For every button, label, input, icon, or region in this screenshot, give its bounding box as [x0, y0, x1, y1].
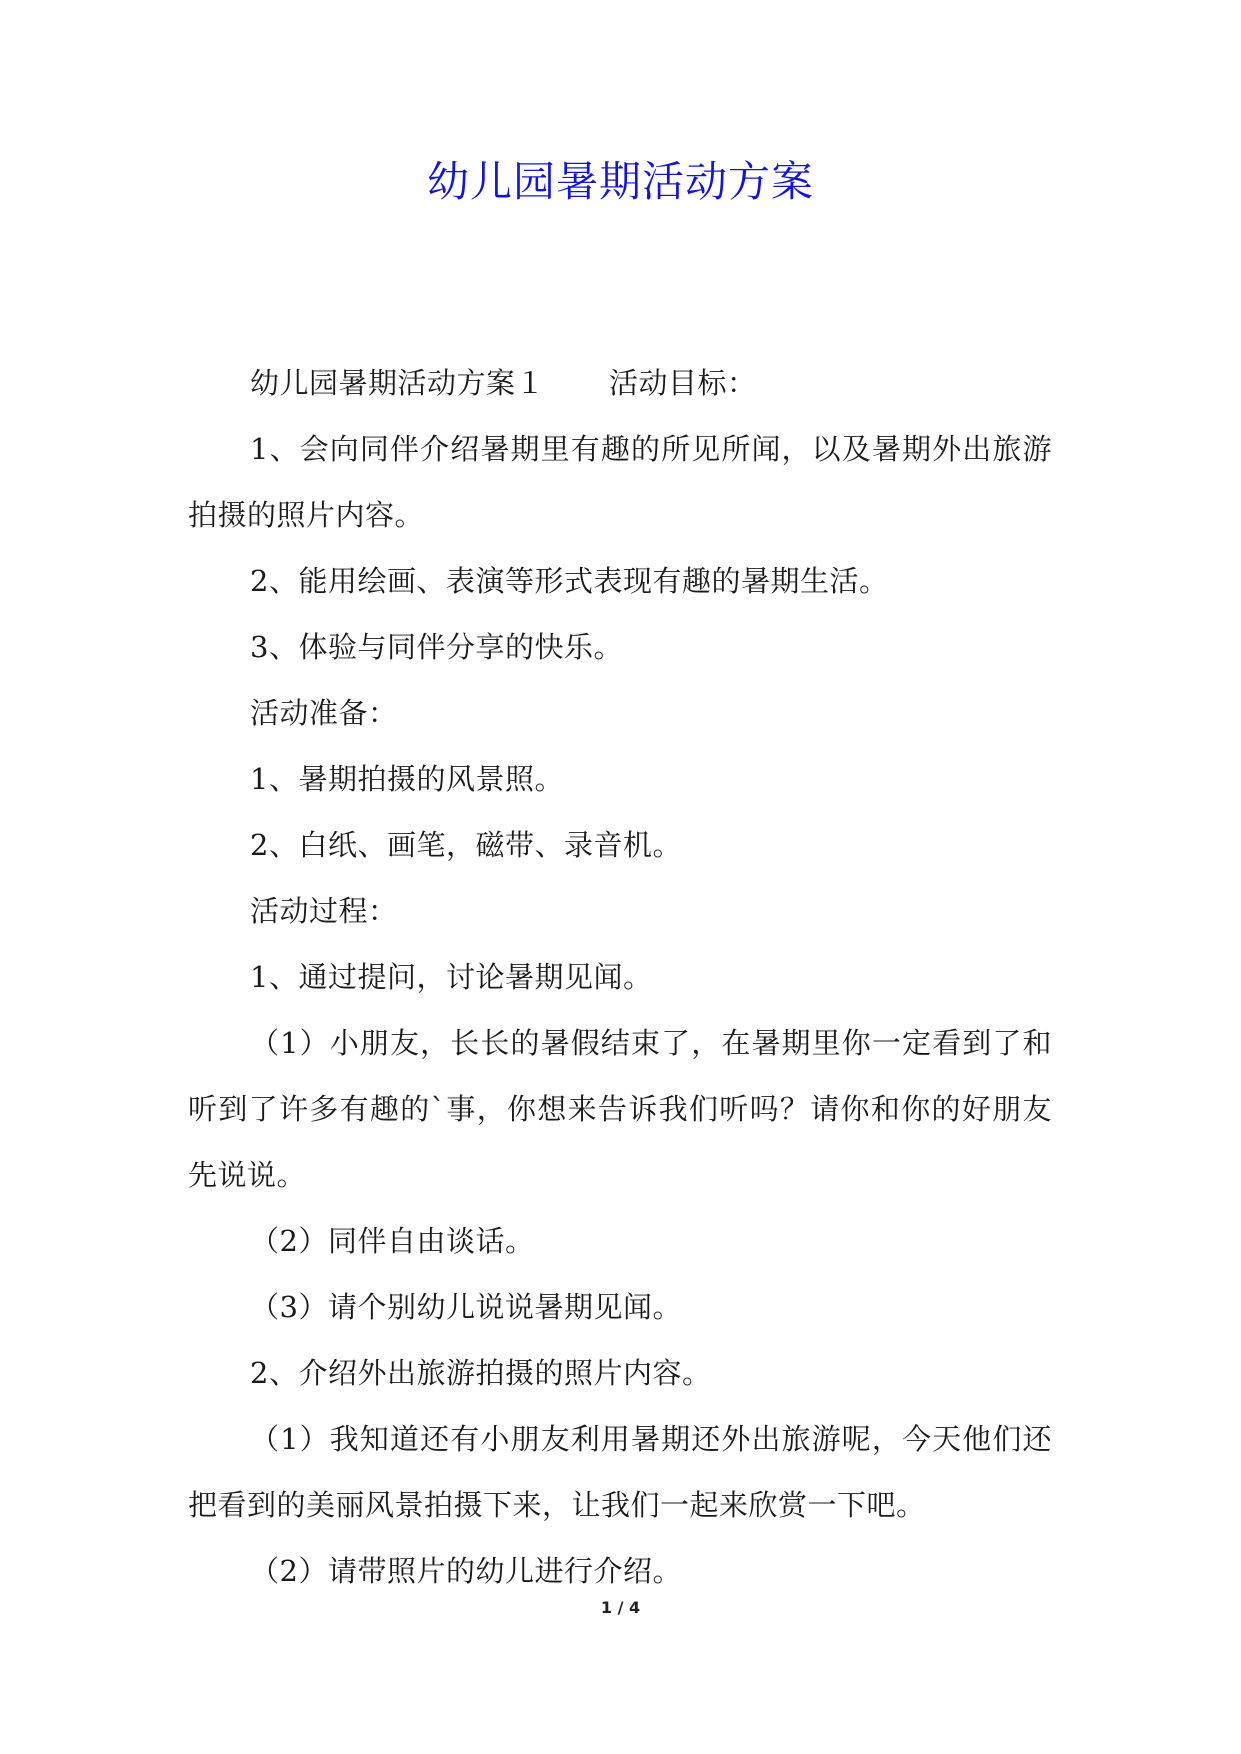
section-heading: 活动准备：: [250, 696, 398, 730]
paragraph: 2、能用绘画、表演等形式表现有趣的暑期生活。: [250, 564, 889, 598]
paragraph: 2、白纸、画笔，磁带、录音机。: [250, 828, 682, 862]
page-number: 1 / 4: [600, 1598, 641, 1617]
paragraph: （1）我知道还有小朋友利用暑期还外出旅游呢，今天他们还把看到的美丽风景拍摄下来，让我们一起来欣赏一下吧。: [188, 1422, 1052, 1522]
paragraph: （2）同伴自由谈话。: [250, 1224, 535, 1258]
heading-line: [188, 350, 1052, 416]
paragraph: （3）请个别幼儿说说暑期见闻。: [250, 1290, 682, 1324]
paragraph: 1、通过提问，讨论暑期见闻。: [250, 960, 653, 994]
paragraph: 1、会向同伴介绍暑期里有趣的所见所闻，以及暑期外出旅游拍摄的照片内容。: [188, 432, 1052, 532]
paragraph: 2、介绍外出旅游拍摄的照片内容。: [250, 1356, 712, 1390]
paragraph: 1、暑期拍摄的风景照。: [250, 762, 564, 796]
section-heading: 活动过程：: [250, 894, 398, 928]
section-title: 幼儿园暑期活动方案１: [250, 366, 546, 400]
paragraph: 3、体验与同伴分享的快乐。: [250, 630, 623, 664]
paragraph: （2）请带照片的幼儿进行介绍。: [250, 1554, 682, 1588]
document-body: [188, 350, 1052, 1604]
paragraph: （1）小朋友，长长的暑假结束了，在暑期里你一定看到了和听到了许多有趣的`事，你想来告诉我们听吗？请你和你的好朋友先说说。: [188, 1026, 1052, 1192]
document-title: 幼儿园暑期活动方案: [426, 157, 814, 206]
section-subtitle: 活动目标：: [609, 366, 757, 400]
